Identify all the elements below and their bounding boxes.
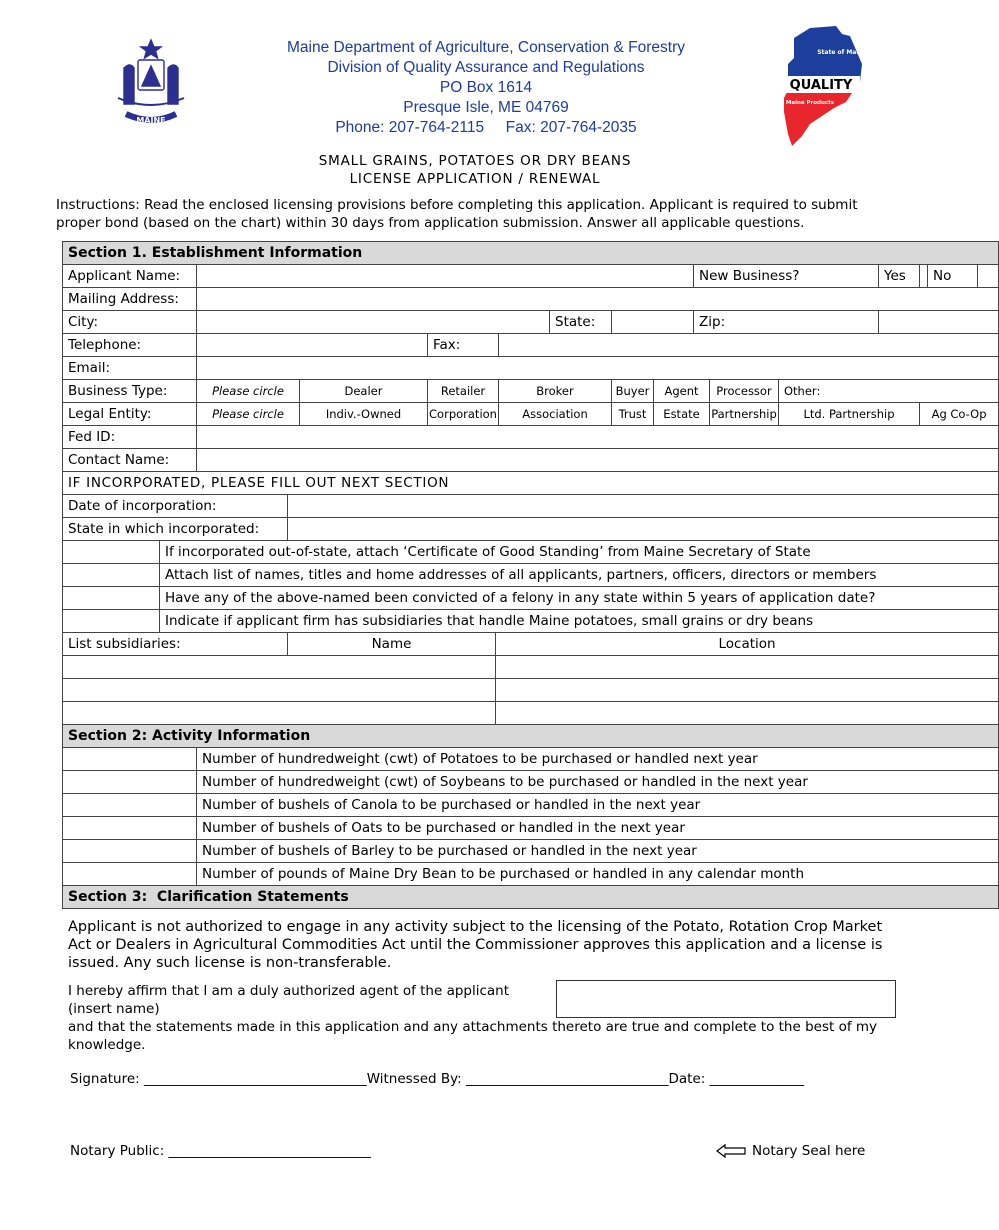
city-state-zip: Presque Isle, ME 04769	[403, 99, 569, 116]
dry-bean-pounds-field[interactable]	[63, 863, 197, 886]
signature-line[interactable]: Signature: _________________________________Witnessed By: ______________________________Date: ______________	[70, 1071, 805, 1087]
mailing-address-label: Mailing Address:	[63, 288, 197, 311]
zip-field[interactable]	[879, 311, 999, 334]
business-type-dealer[interactable]: Dealer	[300, 380, 428, 403]
telephone-field[interactable]	[197, 334, 428, 357]
legal-entity-corporation[interactable]: Corporation	[428, 403, 499, 426]
legal-entity-association[interactable]: Association	[499, 403, 612, 426]
no-label: No	[928, 265, 978, 288]
seal-text: MAINE	[136, 116, 166, 125]
contact-name-label: Contact Name:	[63, 449, 197, 472]
subsidiary-location-field[interactable]	[496, 656, 999, 679]
check-box-subsidiaries[interactable]	[63, 610, 160, 633]
subsidiary-location-header: Location	[496, 633, 999, 656]
date-incorporation-label: Date of incorporation:	[63, 495, 288, 518]
check-subsidiaries: Indicate if applicant firm has subsidiaries that handle Maine potatoes, small grains or dry beans	[160, 610, 999, 633]
notary-public-line[interactable]: Notary Public: ______________________________	[70, 1143, 372, 1159]
check-good-standing: If incorporated out-of-state, attach ‘Certificate of Good Standing’ from Maine Secretary of State	[160, 541, 999, 564]
fax-label: Fax:	[428, 334, 499, 357]
subsidiary-name-header: Name	[288, 633, 496, 656]
quality-maine-products-logo	[780, 24, 867, 148]
state-label: State:	[550, 311, 612, 334]
oats-bushels-field[interactable]	[63, 817, 197, 840]
applicant-name-insert-field[interactable]	[556, 980, 896, 1018]
applicant-name-field[interactable]	[197, 265, 694, 288]
legal-entity-partnership[interactable]: Partnership	[710, 403, 779, 426]
email-label: Email:	[63, 357, 197, 380]
oats-bushels-label: Number of bushels of Oats to be purchased or handled in the next year	[197, 817, 999, 840]
mailing-address-field[interactable]	[197, 288, 999, 311]
no-checkbox[interactable]	[978, 265, 999, 288]
state-field[interactable]	[612, 311, 694, 334]
legal-entity-ag-coop[interactable]: Ag Co-Op	[920, 403, 999, 426]
soybeans-cwt-label: Number of hundredweight (cwt) of Soybeans to be purchased or handled in the next year	[197, 771, 999, 794]
applicant-name-label: Applicant Name:	[63, 265, 197, 288]
check-box-attach-list[interactable]	[63, 564, 160, 587]
legal-entity-hint: Please circle	[197, 403, 300, 426]
notary-seal-label: Notary Seal here	[752, 1143, 866, 1159]
maine-state-seal	[110, 38, 192, 132]
agency-header	[250, 38, 722, 138]
barley-bushels-label: Number of bushels of Barley to be purchased or handled in the next year	[197, 840, 999, 863]
notary-seal-area	[716, 1143, 865, 1159]
new-business-label: New Business?	[694, 265, 879, 288]
canola-bushels-label: Number of bushels of Canola to be purchased or handled in the next year	[197, 794, 999, 817]
check-box-felony[interactable]	[63, 587, 160, 610]
section3-title: Section 3: Clarification Statements	[63, 886, 999, 909]
business-type-broker[interactable]: Broker	[499, 380, 612, 403]
dry-bean-pounds-label: Number of pounds of Maine Dry Bean to be purchased or handled in any calendar month	[197, 863, 999, 886]
business-type-hint: Please circle	[197, 380, 300, 403]
incorporated-note: IF INCORPORATED, PLEASE FILL OUT NEXT SECTION	[63, 472, 999, 495]
logo-products-text: Maine Products	[785, 100, 835, 106]
business-type-processor[interactable]: Processor	[710, 380, 779, 403]
subsidiary-name-field[interactable]	[63, 679, 496, 702]
division-name: Division of Quality Assurance and Regulations	[327, 59, 645, 76]
potatoes-cwt-label: Number of hundredweight (cwt) of Potatoes to be purchased or handled next year	[197, 748, 999, 771]
check-attach-list: Attach list of names, titles and home addresses of all applicants, partners, officers, directors or members	[160, 564, 999, 587]
city-field[interactable]	[197, 311, 550, 334]
subsidiary-location-field[interactable]	[496, 679, 999, 702]
fed-id-label: Fed ID:	[63, 426, 197, 449]
email-field[interactable]	[197, 357, 999, 380]
phone-fax: Phone: 207-764-2115 Fax: 207-764-2035	[335, 119, 637, 136]
soybeans-cwt-field[interactable]	[63, 771, 197, 794]
legal-entity-label: Legal Entity:	[63, 403, 197, 426]
yes-label: Yes	[879, 265, 920, 288]
subsidiary-location-field[interactable]	[496, 702, 999, 725]
form-title	[200, 152, 750, 188]
city-label: City:	[63, 311, 197, 334]
canola-bushels-field[interactable]	[63, 794, 197, 817]
business-type-buyer[interactable]: Buyer	[612, 380, 654, 403]
date-incorporation-field[interactable]	[288, 495, 999, 518]
left-arrow-icon	[716, 1144, 746, 1158]
business-type-label: Business Type:	[63, 380, 197, 403]
clarification-statement: Applicant is not authorized to engage in any activity subject to the licensing of the Potato, Rotation Crop Market Act or Dealers in Agricultural Commodities Act until the Commissioner approves this application and a license is issued. Any such license is non-transferable.	[68, 919, 883, 971]
instructions: Instructions: Read the enclosed licensing provisions before completing this application. Applicant is required to submit proper bond (based on the chart) within 30 days from application submission. Answer all applicable questions.	[56, 197, 858, 231]
form-title-line2: LICENSE APPLICATION / RENEWAL	[349, 171, 601, 187]
business-type-agent[interactable]: Agent	[654, 380, 710, 403]
check-felony: Have any of the above-named been convicted of a felony in any state within 5 years of application date?	[160, 587, 999, 610]
contact-name-field[interactable]	[197, 449, 999, 472]
state-incorporated-label: State in which incorporated:	[63, 518, 288, 541]
logo-quality-text: QUALITY	[789, 78, 853, 93]
affirmation-text: I hereby affirm that I am a duly authorized agent of the applicant (insert name)	[68, 983, 510, 1017]
business-type-other[interactable]: Other:	[779, 380, 999, 403]
legal-entity-ltd-partnership[interactable]: Ltd. Partnership	[779, 403, 920, 426]
legal-entity-estate[interactable]: Estate	[654, 403, 710, 426]
telephone-label: Telephone:	[63, 334, 197, 357]
legal-entity-trust[interactable]: Trust	[612, 403, 654, 426]
section1-title: Section 1. Establishment Information	[63, 242, 999, 265]
check-box-good-standing[interactable]	[63, 541, 160, 564]
form-title-line1: SMALL GRAINS, POTATOES OR DRY BEANS	[318, 153, 632, 169]
barley-bushels-field[interactable]	[63, 840, 197, 863]
legal-entity-indiv-owned[interactable]: Indiv.-Owned	[300, 403, 428, 426]
zip-label: Zip:	[694, 311, 879, 334]
section2-title: Section 2: Activity Information	[63, 725, 999, 748]
state-incorporated-field[interactable]	[288, 518, 999, 541]
yes-checkbox[interactable]	[920, 265, 928, 288]
affirmation-continued: and that the statements made in this application and any attachments thereto are true and complete to the best of my knowledge.	[68, 1019, 878, 1053]
logo-state-text: State of Maine	[817, 49, 867, 56]
potatoes-cwt-field[interactable]	[63, 748, 197, 771]
list-subsidiaries-label: List subsidiaries:	[63, 633, 288, 656]
fed-id-field[interactable]	[197, 426, 999, 449]
business-type-retailer[interactable]: Retailer	[428, 380, 499, 403]
fax-field[interactable]	[499, 334, 999, 357]
application-form-table	[62, 241, 999, 909]
subsidiary-name-field[interactable]	[63, 702, 496, 725]
subsidiary-name-field[interactable]	[63, 656, 496, 679]
po-box: PO Box 1614	[439, 79, 533, 96]
agency-name: Maine Department of Agriculture, Conservation & Forestry	[286, 39, 685, 56]
